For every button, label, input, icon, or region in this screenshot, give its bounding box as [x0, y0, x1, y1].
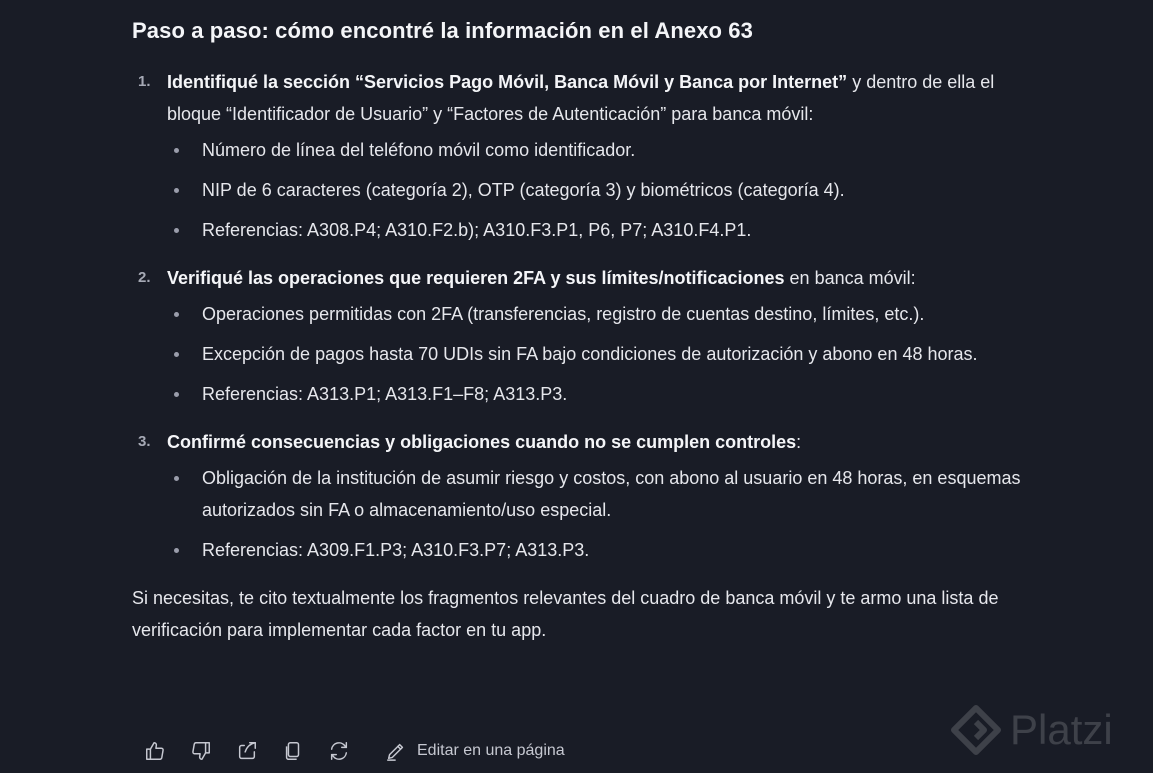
platzi-watermark — [948, 702, 1113, 758]
list-item — [167, 462, 1037, 526]
bullet-icon — [174, 476, 179, 481]
step-bullets — [167, 134, 1037, 246]
bullet-text: Referencias: A308.P4; A310.F2.b); A310.F3.P1, P6, P7; A310.F4.P1. — [202, 220, 752, 240]
share-icon — [236, 740, 258, 762]
copy-button[interactable] — [281, 739, 305, 763]
step-bold-text: Confirmé consecuencias y obligaciones cuando no se cumplen controles — [167, 432, 797, 452]
message-actions-toolbar — [143, 736, 565, 766]
copy-icon — [282, 740, 304, 762]
step-bold-text: Identifiqué la sección “Servicios Pago Móvil, Banca Móvil y Banca por Internet” — [167, 72, 848, 92]
step-item — [132, 66, 1037, 246]
watermark-text: Platzi — [1010, 706, 1113, 753]
assistant-message — [132, 14, 1037, 646]
list-item — [167, 298, 1037, 330]
step-rest-text: : — [796, 432, 802, 452]
step-text — [167, 426, 1037, 458]
bullet-text: Operaciones permitidas con 2FA (transferencias, registro de cuentas destino, límites, etc.). — [202, 304, 925, 324]
step-number: 2. — [138, 269, 151, 286]
step-bullets — [167, 462, 1037, 566]
step-bold-text: Verifiqué las operaciones que requieren 2FA y sus límites/notificaciones — [167, 268, 785, 288]
dislike-button[interactable] — [189, 739, 213, 763]
bullet-icon — [174, 188, 179, 193]
edit-in-page-button[interactable] — [385, 740, 565, 762]
share-button[interactable] — [235, 739, 259, 763]
bullet-text: Excepción de pagos hasta 70 UDIs sin FA bajo condiciones de autorización y abono en 48 horas. — [202, 344, 978, 364]
bullet-icon — [174, 352, 179, 357]
step-bullets — [167, 298, 1037, 410]
regenerate-button[interactable] — [327, 739, 351, 763]
steps-list — [132, 66, 1037, 566]
regenerate-icon — [328, 740, 350, 762]
pencil-icon — [385, 740, 407, 762]
list-item — [167, 174, 1037, 206]
step-rest-text: y dentro de ella el bloque “Identificador de Usuario” y “Factores de Autenticación” para banca móvil: — [167, 72, 995, 124]
bullet-text: Referencias: A309.F1.P3; A310.F3.P7; A313.P3. — [202, 540, 590, 560]
message-heading: Paso a paso: cómo encontré la información en el Anexo 63 — [132, 18, 753, 43]
bullet-text: Número de línea del teléfono móvil como identificador. — [202, 140, 636, 160]
step-rest-text: en banca móvil: — [784, 268, 916, 288]
like-button[interactable] — [143, 739, 167, 763]
bullet-text: Referencias: A313.P1; A313.F1–F8; A313.P3. — [202, 384, 568, 404]
bullet-icon — [174, 392, 179, 397]
bullet-text: Obligación de la institución de asumir riesgo y costos, con abono al usuario en 48 horas, en esquemas autorizados sin FA o almacenamiento/uso especial. — [202, 468, 1021, 520]
step-number: 3. — [138, 433, 151, 450]
list-item — [167, 214, 1037, 246]
bullet-icon — [174, 148, 179, 153]
step-text — [167, 66, 1037, 130]
bullet-icon — [174, 548, 179, 553]
bullet-icon — [174, 228, 179, 233]
thumbs-up-icon — [144, 740, 166, 762]
list-item — [167, 378, 1037, 410]
edit-in-page-label: Editar en una página — [417, 742, 565, 759]
step-item — [132, 426, 1037, 566]
list-item — [167, 338, 1037, 370]
list-item — [167, 134, 1037, 166]
step-number: 1. — [138, 73, 151, 90]
step-text — [167, 262, 1037, 294]
thumbs-down-icon — [190, 740, 212, 762]
bullet-icon — [174, 312, 179, 317]
list-item — [167, 534, 1037, 566]
step-item — [132, 262, 1037, 410]
bullet-text: NIP de 6 caracteres (categoría 2), OTP (categoría 3) y biométricos (categoría 4). — [202, 180, 845, 200]
platzi-logo-icon — [948, 702, 1004, 758]
closing-paragraph: Si necesitas, te cito textualmente los fragmentos relevantes del cuadro de banca móvil y te armo una lista de verificación para implementar cada factor en tu app. — [132, 588, 999, 640]
